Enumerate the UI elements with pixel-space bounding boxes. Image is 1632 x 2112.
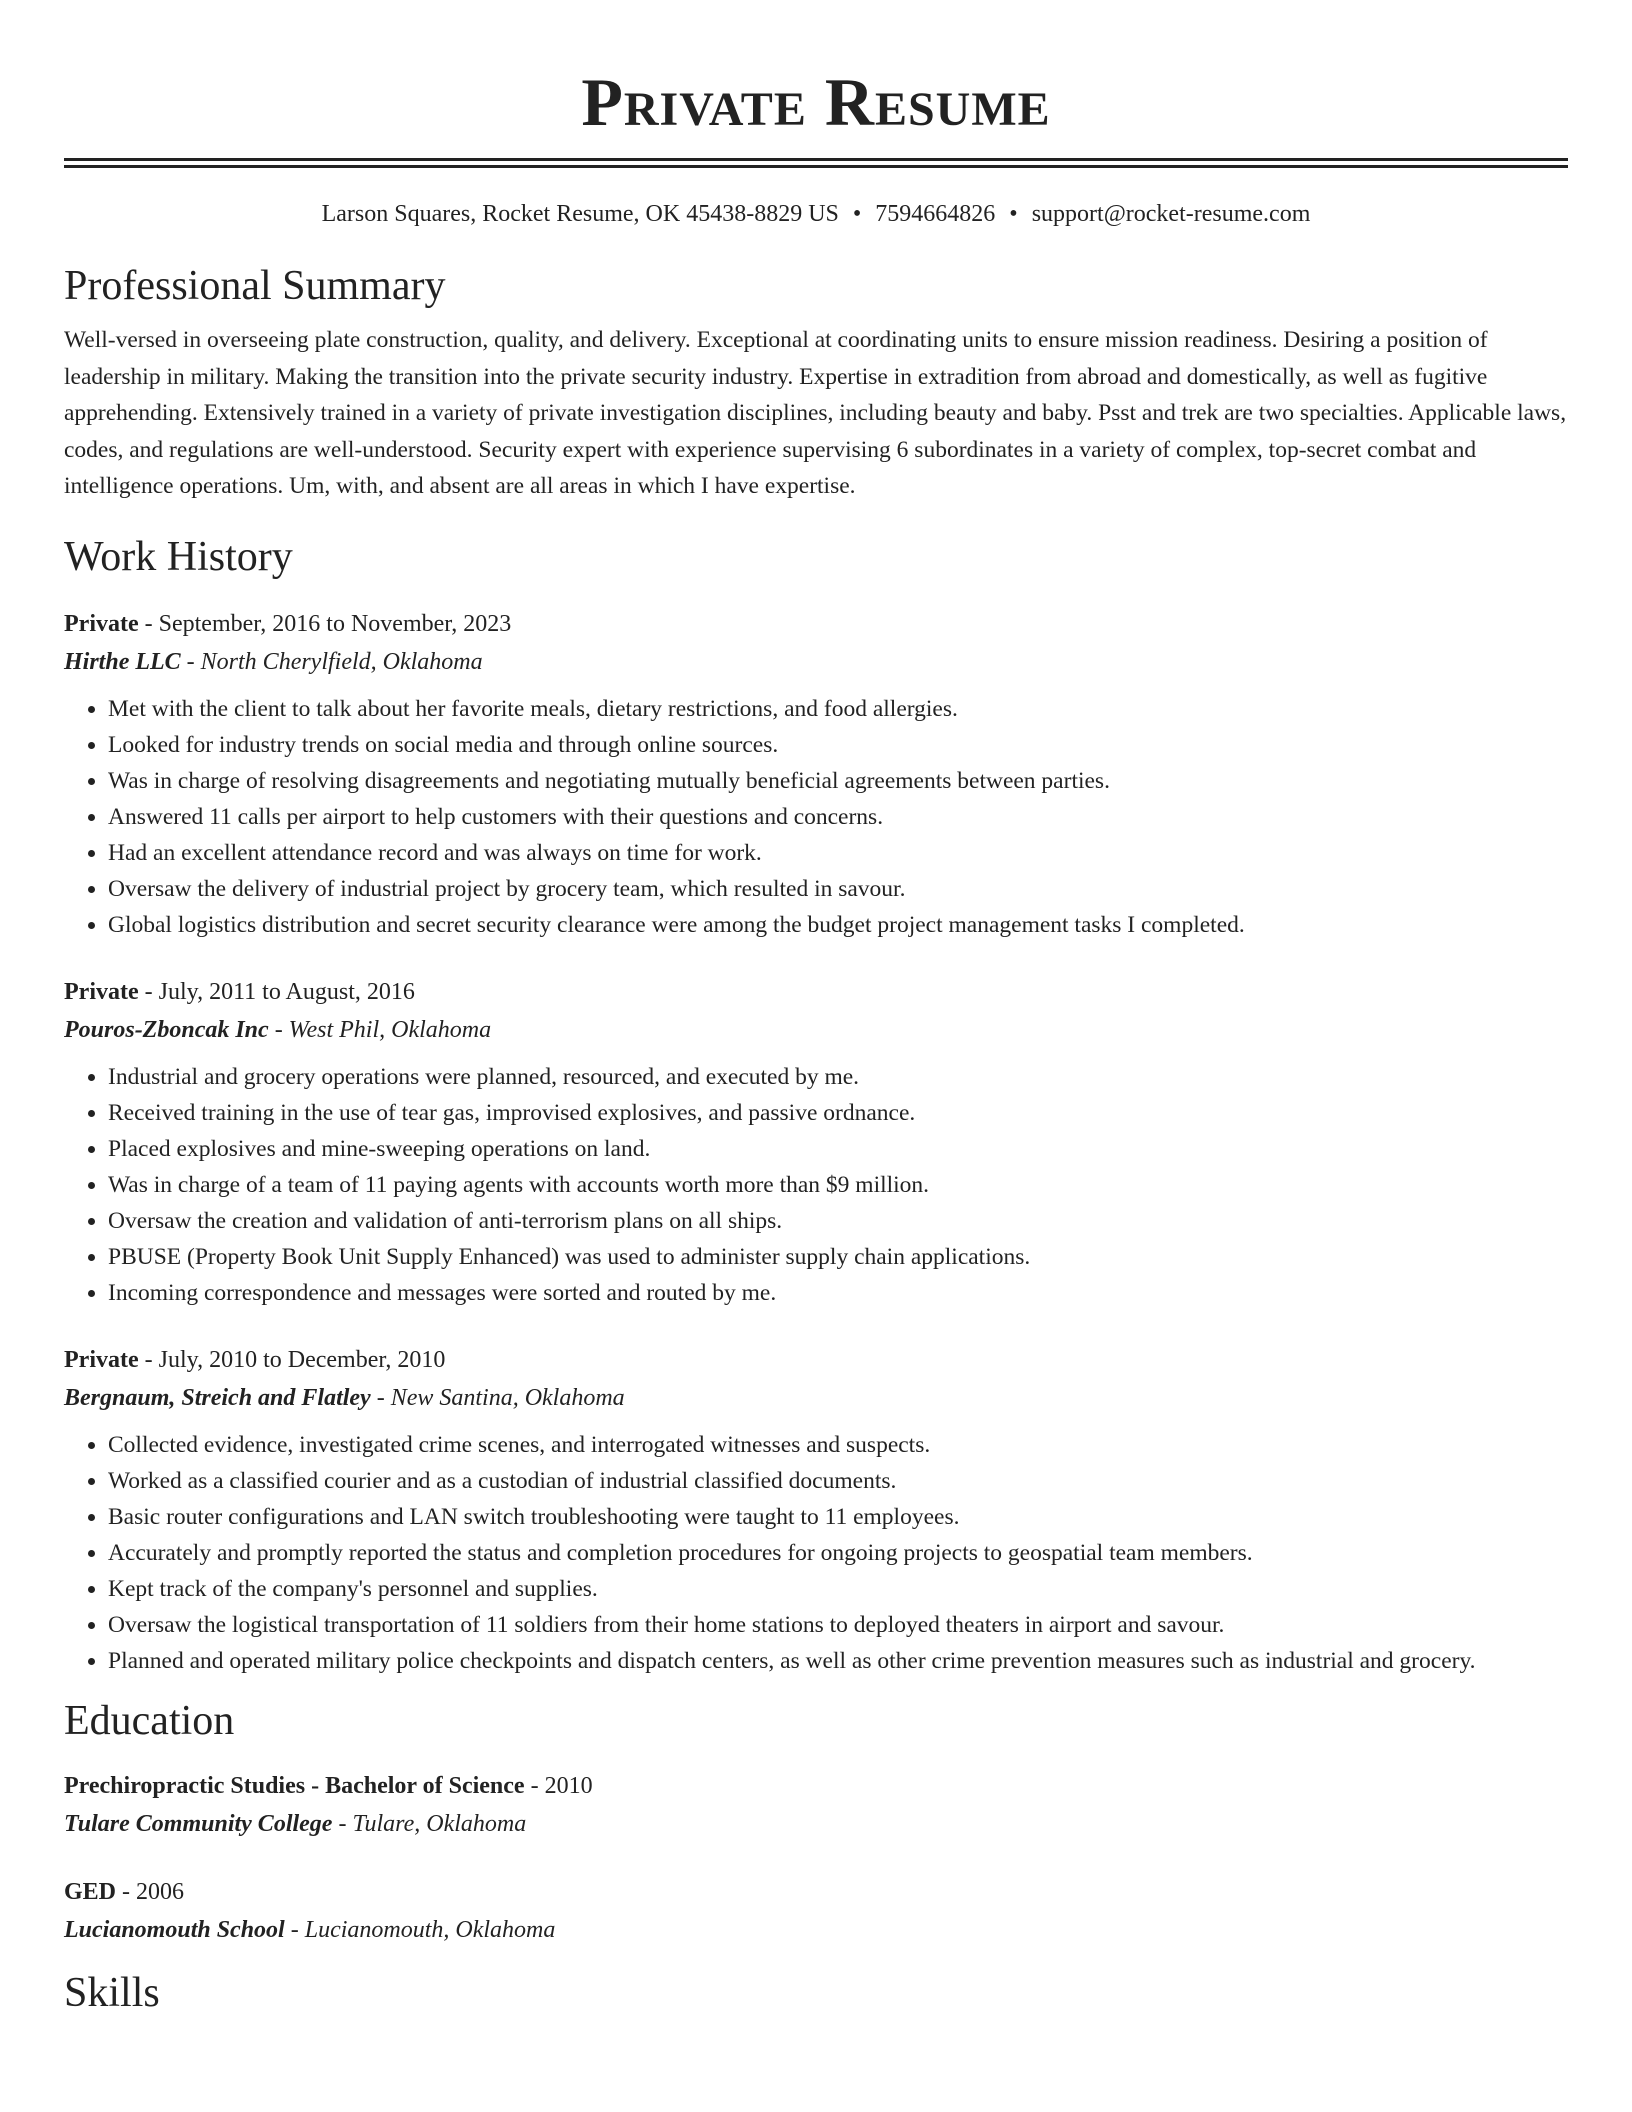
job-dates: - July, 2011 to August, 2016: [138, 978, 415, 1005]
education-school-line: [64, 1911, 1568, 1949]
education-school-line: [64, 1805, 1568, 1843]
education-year: - 2006: [116, 1878, 185, 1905]
job-role-line: [64, 605, 1568, 643]
list-item: • Met with the client to talk about her favorite meals, dietary restrictions, and food allergies.: [108, 691, 1568, 727]
education-degree-line: [64, 1767, 1568, 1805]
job-dates: - September, 2016 to November, 2023: [138, 610, 512, 637]
list-item: • Placed explosives and mine-sweeping operations on land.: [108, 1131, 1568, 1167]
job-role: Private: [64, 1346, 139, 1373]
education-degree: GED: [64, 1878, 117, 1905]
list-item: • Received training in the use of tear gas, improvised explosives, and passive ordnance.: [108, 1095, 1568, 1131]
job-role-line: [64, 1341, 1568, 1379]
job-entry: [64, 1341, 1568, 1679]
job-bullets: [64, 1059, 1568, 1311]
job-company: Hirthe LLC: [64, 648, 181, 675]
education-school: Lucianomouth School: [64, 1916, 285, 1943]
job-bullets: [64, 1427, 1568, 1679]
list-item: • Basic router configurations and LAN switch troubleshooting were taught to 11 employees.: [108, 1499, 1568, 1535]
contact-email: support@rocket-resume.com: [1031, 201, 1311, 227]
list-item: • Worked as a classified courier and as a custodian of industrial classified documents.: [108, 1463, 1568, 1499]
education-year: - 2010: [524, 1772, 593, 1799]
list-item: • Looked for industry trends on social media and through online sources.: [108, 727, 1568, 763]
education-location: - Lucianomouth, Oklahoma: [284, 1916, 556, 1943]
education-entry: [64, 1767, 1568, 1843]
section-title-skills: Skills: [64, 1969, 160, 2016]
header-double-rule: [64, 158, 1568, 168]
job-company-line: [64, 643, 1568, 681]
job-role: Private: [64, 978, 139, 1005]
job-bullets: [64, 691, 1568, 943]
job-location: - West Phil, Oklahoma: [268, 1016, 492, 1043]
job-entry: [64, 605, 1568, 943]
job-company: Bergnaum, Streich and Flatley: [64, 1384, 371, 1411]
education-location: - Tulare, Oklahoma: [332, 1810, 527, 1837]
list-item: • Oversaw the creation and validation of anti-terrorism plans on all ships.: [108, 1203, 1568, 1239]
job-company-line: [64, 1011, 1568, 1049]
education-degree-line: [64, 1873, 1568, 1911]
list-item: • Incoming correspondence and messages were sorted and routed by me.: [108, 1275, 1568, 1311]
job-company: Pouros-Zboncak Inc: [64, 1016, 269, 1043]
list-item: • Planned and operated military police checkpoints and dispatch centers, as well as other crime prevention measures such as industrial and grocery.: [108, 1643, 1568, 1679]
education-degree: Prechiropractic Studies - Bachelor of Science: [64, 1772, 525, 1799]
section-title-education: Education: [64, 1697, 235, 1744]
list-item: • Industrial and grocery operations were planned, resourced, and executed by me.: [108, 1059, 1568, 1095]
contact-address: Larson Squares, Rocket Resume, OK 45438-8829 US: [321, 201, 839, 227]
list-item: • Global logistics distribution and secret security clearance were among the budget project management tasks I completed.: [108, 907, 1568, 943]
job-company-line: [64, 1379, 1568, 1417]
education-school: Tulare Community College: [64, 1810, 333, 1837]
list-item: • Answered 11 calls per airport to help customers with their questions and concerns.: [108, 799, 1568, 835]
list-item: • Oversaw the delivery of industrial project by grocery team, which resulted in savour.: [108, 871, 1568, 907]
list-item: • Oversaw the logistical transportation of 11 soldiers from their home stations to deployed theaters in airport and savour.: [108, 1607, 1568, 1643]
job-dates: - July, 2010 to December, 2010: [138, 1346, 446, 1373]
list-item: • Was in charge of resolving disagreements and negotiating mutually beneficial agreements between parties.: [108, 763, 1568, 799]
resume-name: Private Resume: [581, 64, 1051, 140]
job-location: - New Santina, Oklahoma: [370, 1384, 625, 1411]
contact-phone: 7594664826: [875, 201, 996, 227]
list-item: • Kept track of the company's personnel and supplies.: [108, 1571, 1568, 1607]
education-entry: [64, 1873, 1568, 1949]
list-item: • Collected evidence, investigated crime scenes, and interrogated witnesses and suspects.: [108, 1427, 1568, 1463]
list-item: • PBUSE (Property Book Unit Supply Enhanced) was used to administer supply chain applications.: [108, 1239, 1568, 1275]
job-entry: [64, 973, 1568, 1311]
list-item: • Accurately and promptly reported the status and completion procedures for ongoing projects to geospatial team members.: [108, 1535, 1568, 1571]
section-title-summary: Professional Summary: [64, 263, 446, 309]
job-role-line: [64, 973, 1568, 1011]
list-item: • Had an excellent attendance record and was always on time for work.: [108, 835, 1568, 871]
job-role: Private: [64, 610, 139, 637]
contact-separator: •: [1009, 201, 1018, 227]
section-title-work-history: Work History: [64, 533, 293, 580]
list-item: • Was in charge of a team of 11 paying agents with accounts worth more than $9 million.: [108, 1167, 1568, 1203]
job-location: - North Cherylfield, Oklahoma: [180, 648, 483, 675]
contact-separator: •: [852, 201, 862, 227]
summary-text: Well-versed in overseeing plate construction, quality, and delivery. Exceptional at coordinating units to ensure mission readiness. Desiring a position of leadership in military. Making the transition into the private security industry. Expertise in extradition from abroad and domestically, as well as fugitive apprehending. Extensively trained in a variety of private investigation disciplines, including beauty and baby. Psst and trek are two specialties. Applicable laws, codes, and regulations are well-understood. Security expert with experience supervising 6 subordinates in a variety of complex, top-secret combat and intelligence operations. Um, with, and absent are all areas in which I have expertise.: [64, 327, 1567, 499]
contact-line: [64, 198, 1568, 230]
